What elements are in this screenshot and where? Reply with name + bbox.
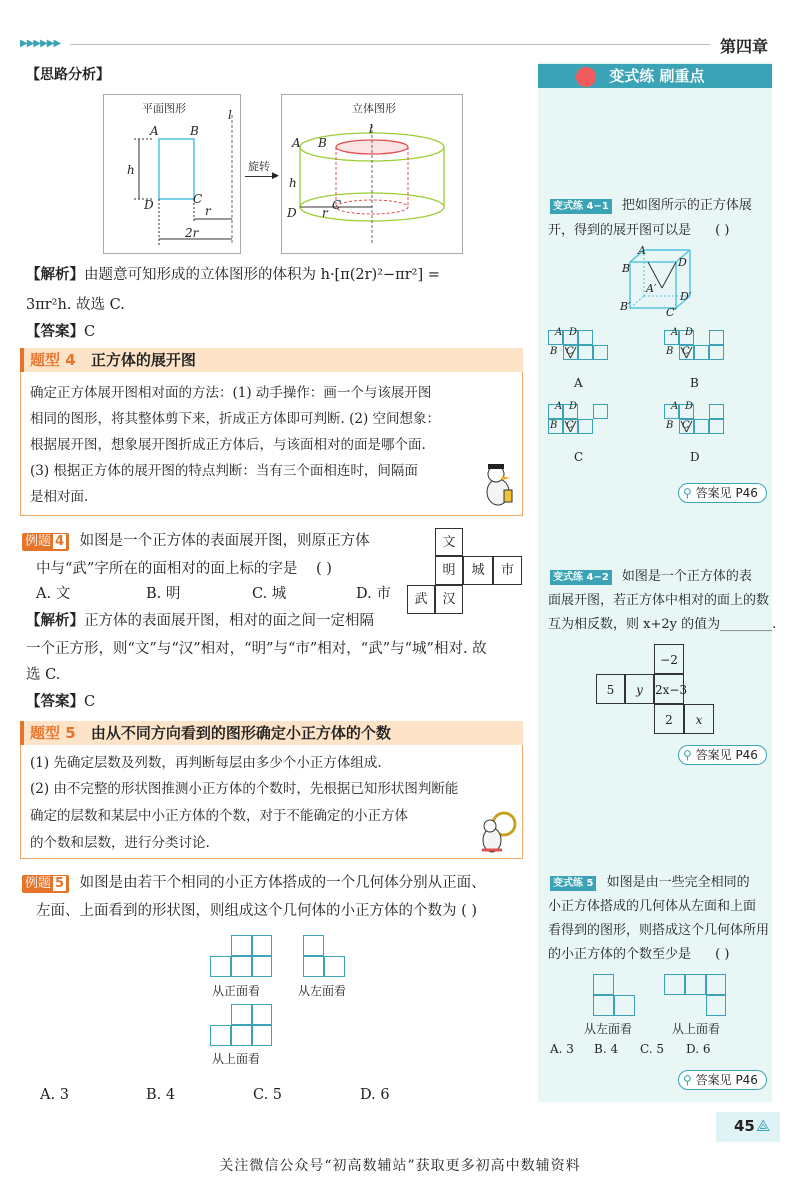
example4-line1 <box>22 528 370 554</box>
type5-line-3: 确定的层数和某层中小正方体的个数，对于不能确定的小正方体 <box>30 808 408 824</box>
net-cell: 文 <box>435 528 463 556</box>
type5-line-1: (1) 先确定层数及列数，再判断每层由多少个小正方体组成. <box>30 755 382 771</box>
v41-option-letter: C <box>574 450 584 464</box>
solution1 <box>26 262 526 288</box>
net-cell: 5 <box>596 674 625 704</box>
v41-option-net-d <box>664 401 728 454</box>
v5-blank: ( ) <box>715 947 730 962</box>
net-label-b: B <box>666 346 674 357</box>
banner-text: 变式练 刷重点 <box>609 67 705 85</box>
footer-note: 关注微信公众号“初高数辅站”获取更多初高中数辅资料 <box>219 1158 581 1174</box>
v5-text1: 如图是由一些完全相同的 <box>606 875 750 890</box>
ex4-option-c: C. 城 <box>252 586 287 602</box>
front-view <box>210 935 272 977</box>
v41-option-net-a <box>548 327 612 380</box>
example5-line1 <box>22 870 486 896</box>
v41-option-letter: B <box>690 376 699 390</box>
net-label-a: A <box>555 327 563 338</box>
d1-label-2r: 2r <box>185 226 199 240</box>
v5-answer: 答案见 P46 <box>695 1073 758 1087</box>
rotate-arrow-head: ▶ <box>272 171 279 181</box>
diagram2-title: 立体图形 <box>352 102 396 115</box>
cube-label-D: D <box>678 256 687 269</box>
net-label-b: B <box>666 420 674 431</box>
right-banner <box>538 64 772 88</box>
v5-top-view-label: 从上面看 <box>672 1022 721 1036</box>
v5-top-view <box>664 974 726 1016</box>
d2-label-h: h <box>289 176 297 190</box>
v41-line1 <box>550 194 752 217</box>
plane-figure-svg <box>104 95 240 253</box>
type5-title: 由从不同方向看到的图形确定小正方体的个数 <box>90 724 391 742</box>
d2-label-l: l <box>369 122 373 136</box>
v41-tag: 变式练 4−1 <box>550 199 612 214</box>
net-label-b: B <box>550 420 558 431</box>
net-cell: 汉 <box>435 585 463 614</box>
net-cell: 城 <box>463 556 493 585</box>
mascot-magnifier-icon <box>478 810 518 854</box>
diagram1-title: 平面图形 <box>142 102 186 115</box>
solution1-line2: 3πr²h. 故选 C. <box>26 297 125 313</box>
v5-text4: 的小正方体的个数至少是 <box>548 947 692 962</box>
left-view <box>303 935 345 977</box>
net-label-d: D <box>685 327 694 338</box>
cube-label-A-prime: A′ <box>646 282 657 295</box>
v41-text1: 把如图所示的正方体展 <box>621 198 752 213</box>
v5-option-c: C. 5 <box>640 1042 665 1056</box>
rotate-label: 旋转 <box>248 160 270 173</box>
v41-blank: ( ) <box>715 223 730 238</box>
net-cell: 2x−3 <box>654 674 684 704</box>
v41-line2 <box>548 219 729 242</box>
d1-label-r: r <box>205 204 211 218</box>
example5-text1: 如图是由若干个相同的小正方体搭成的一个几何体分别从正面、 <box>79 875 486 891</box>
type4-line-1: 确定正方体展开图相对面的方法：(1) 动手操作：画一个与该展开图 <box>30 385 432 401</box>
answer4-value: C <box>84 694 96 710</box>
v5-line2: 小正方体搭成的几何体从左面和上面 <box>548 899 757 914</box>
ex4-solution-label: 【解析】 <box>26 613 84 629</box>
ex4-option-a: A. 文 <box>36 586 71 602</box>
type4-line-3: 根据展开图，想象展开图折成正方体后，与该面相对的面是哪个面. <box>30 437 426 453</box>
v42-answer-pill[interactable] <box>678 745 767 765</box>
net-cell: 2 <box>654 704 684 734</box>
d2-label-B: B <box>318 136 327 150</box>
v42-line3: 互为相反数，则 x+2y 的值为________. <box>548 617 777 632</box>
d1-label-A: A <box>150 124 159 138</box>
type5-prefix: 题型 5 <box>30 724 76 742</box>
v5-left-view <box>593 974 635 1016</box>
v41-text2: 开，得到的展开图可以是 <box>548 223 692 238</box>
type4-line-5: 是相对面. <box>30 489 89 505</box>
header-rule <box>70 44 710 45</box>
net-label-c: C <box>682 420 690 431</box>
d1-label-D: D <box>144 198 154 212</box>
v5-option-a: A. 3 <box>550 1042 574 1056</box>
mascot-duck-icon <box>482 462 514 506</box>
type4-prefix: 题型 4 <box>30 351 76 369</box>
example5-tag: 例题 5 <box>22 875 69 893</box>
example4-text2: 中与“武”字所在的面相对的面上标的字是 <box>36 561 298 577</box>
example4-blank: ( ) <box>315 561 332 577</box>
net-cell: −2 <box>654 644 684 674</box>
top-view <box>210 1004 272 1046</box>
ex4-net <box>407 528 522 614</box>
example4-solution-3: 选 C. <box>26 667 61 683</box>
net-label-c: C <box>566 420 574 431</box>
answer1 <box>26 319 95 345</box>
type4-title: 正方体的展开图 <box>90 351 196 369</box>
v42-line1 <box>550 565 752 588</box>
v5-line4 <box>548 943 729 966</box>
answer1-value: C <box>84 324 96 340</box>
v42-tag: 变式练 4−2 <box>550 570 612 585</box>
d2-label-D: D <box>287 206 297 220</box>
cube-label-B-prime: B′ <box>620 300 631 313</box>
net-label-d: D <box>685 401 694 412</box>
v41-option-net-c <box>548 401 612 454</box>
cube-label-C-prime: C′ <box>666 306 677 319</box>
v5-left-view-label: 从左面看 <box>584 1022 633 1036</box>
example4-solution-1 <box>26 608 374 634</box>
page-number: 45 <box>734 1117 755 1135</box>
answer1-label: 【答案】 <box>26 324 84 340</box>
front-view-label: 从正面看 <box>212 984 261 998</box>
left-view-label: 从左面看 <box>298 984 347 998</box>
d1-label-C: C <box>193 192 203 206</box>
example4-text1: 如图是一个正方体的表面展开图，则原正方体 <box>79 533 370 549</box>
v5-line3: 看得到的图形，则搭成这个几何体所用 <box>548 923 770 938</box>
cube-label-D-prime: D′ <box>680 290 692 303</box>
d2-label-A: A <box>292 136 301 150</box>
net-label-b: B <box>550 346 558 357</box>
v42-text1: 如图是一个正方体的表 <box>621 569 752 584</box>
v5-answer-pill[interactable] <box>678 1070 767 1090</box>
solid-figure-svg <box>282 95 462 253</box>
example5-line2: 左面、上面看到的形状图，则组成这个几何体的小正方体的个数为 ( ) <box>36 903 478 919</box>
type5-line-2: (2) 由不完整的形状图推测小正方体的个数时，先根据已知形状图判断能 <box>30 781 459 797</box>
compass-icon: ⟁ <box>756 1116 771 1135</box>
solution1-line1: 由题意可知形成的立体图形的体积为 h·[π(2r)²−πr²] = <box>84 267 440 283</box>
key-icon: ⚲ <box>683 486 692 500</box>
v41-answer-pill[interactable] <box>678 483 767 503</box>
diagram-solid <box>281 94 463 254</box>
cube-label-B: B <box>622 262 631 275</box>
ex5-option-a: A. 3 <box>40 1087 69 1103</box>
net-cell: 明 <box>435 556 463 585</box>
v41-option-letter: D <box>690 450 700 464</box>
net-label-a: A <box>671 327 679 338</box>
chapter-title: 第四章 <box>720 37 769 56</box>
d1-label-B: B <box>190 124 199 138</box>
d2-label-r: r <box>322 206 328 220</box>
net-label-a: A <box>555 401 563 412</box>
type4-line-2: 相同的图形，将其整体剪下来，折成正方体即可判断. (2) 空间想象： <box>30 411 440 427</box>
ex5-option-d: D. 6 <box>360 1087 390 1103</box>
v42-line2: 面展开图，若正方体中相对的面上的数 <box>548 593 770 608</box>
type4-line-4: (3) 根据正方体的展开图的特点判断：当有三个面相连时，间隔面 <box>30 463 418 479</box>
key-icon: ⚲ <box>683 1073 692 1087</box>
net-label-d: D <box>569 401 578 412</box>
v5-line1 <box>550 871 750 894</box>
solution1-label: 【解析】 <box>26 267 84 283</box>
type5-line-4: 的个数和层数，进行分类讨论. <box>30 835 210 851</box>
d1-label-h: h <box>127 163 135 177</box>
ex4-option-d: D. 市 <box>356 586 391 602</box>
v41-answer: 答案见 P46 <box>695 486 758 500</box>
v5-option-d: D. 6 <box>686 1042 711 1056</box>
v5-option-b: B. 4 <box>594 1042 619 1056</box>
answer4-label: 【答案】 <box>26 694 84 710</box>
diagram-plane <box>103 94 241 254</box>
net-cell: x <box>684 704 714 734</box>
v41-option-letter: A <box>574 376 583 390</box>
v42-net <box>596 644 716 734</box>
header-arrows: ▶▶▶▶▶▶ <box>20 38 61 49</box>
ex4-option-b: B. 明 <box>146 586 181 602</box>
ex5-option-c: C. 5 <box>253 1087 283 1103</box>
type4-heading <box>20 348 523 372</box>
v41-option-net-b <box>664 327 728 380</box>
net-label-d: D <box>569 327 578 338</box>
top-view-label: 从上面看 <box>212 1052 261 1066</box>
d2-label-C: C <box>332 198 342 212</box>
example4-line2 <box>36 556 332 582</box>
example4-solution-2: 一个正方形，则“文”与“汉”相对，“明”与“市”相对，“武”与“城”相对. 故 <box>26 641 487 657</box>
v42-answer: 答案见 P46 <box>695 748 758 762</box>
net-cell: 市 <box>493 556 522 585</box>
d1-label-l: l <box>228 108 232 122</box>
key-icon: ⚲ <box>683 748 692 762</box>
cube-label-A: A <box>638 244 646 257</box>
page-number-box <box>716 1112 780 1142</box>
net-label-c: C <box>682 346 690 357</box>
type5-heading <box>20 721 523 745</box>
v5-tag: 变式练 5 <box>550 876 596 891</box>
ex5-option-b: B. 4 <box>146 1087 176 1103</box>
net-cell: y <box>625 674 654 704</box>
net-label-c: C <box>566 346 574 357</box>
net-label-a: A <box>671 401 679 412</box>
analysis-label: 【思路分析】 <box>26 67 110 83</box>
answer4 <box>26 689 95 715</box>
example4-tag: 例题 4 <box>22 533 69 551</box>
banner-figure-icon <box>576 67 596 87</box>
net-cell: 武 <box>407 585 435 614</box>
ex4-solution-l1: 正方体的表面展开图，相对的面之间一定相隔 <box>84 613 374 629</box>
